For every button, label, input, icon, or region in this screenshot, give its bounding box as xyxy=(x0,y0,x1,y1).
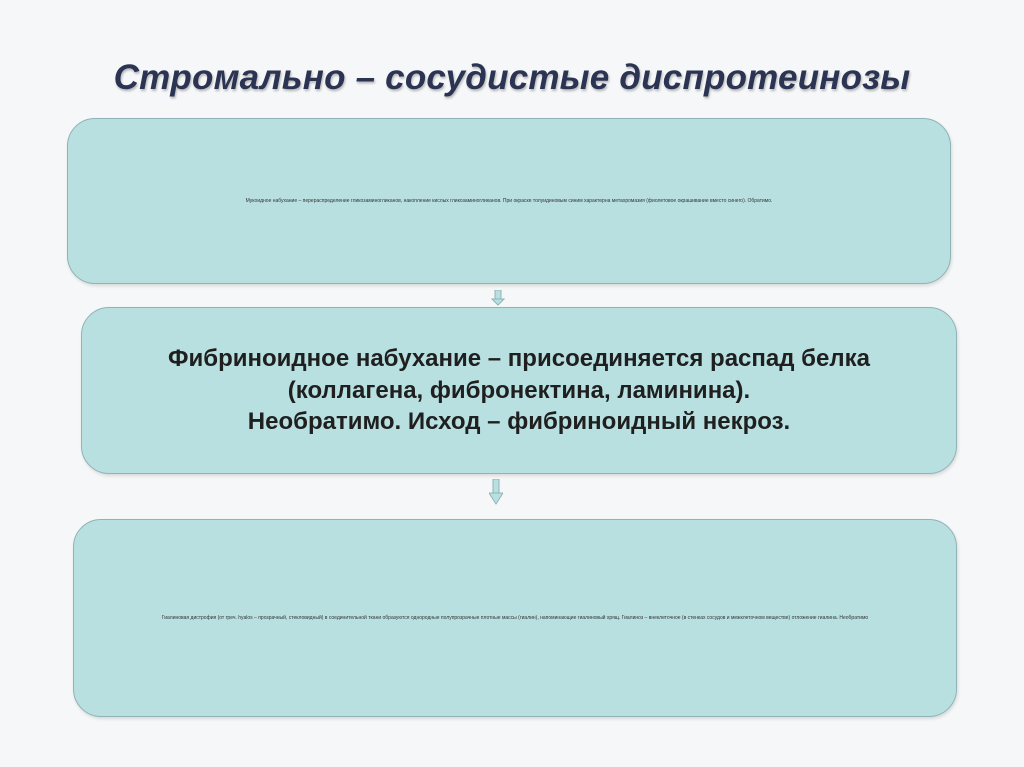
mucoid-swelling-box xyxy=(67,118,951,284)
fibrinoid-line-1: Фибриноидное набухание – присоединяется распад белка xyxy=(168,344,870,372)
mucoid-swelling-text: Мукоидное набухание – перераспределение гликозаминогликанов, накопление кислых гликозаминогликанов. При окраске толуидиновым синим характерна метахромазия (фиолетовое окрашивание вместо синего). Обратимо. xyxy=(245,197,773,204)
fibrinoid-line-3: Необратимо. Исход – фибриноидный некроз. xyxy=(247,408,791,436)
hyaline-dystrophy-box xyxy=(73,519,957,717)
fibrinoid-line-2: (коллагена, фибронектина, ламинина). xyxy=(287,376,751,404)
hyaline-dystrophy-text: Гиалиновая дистрофия (от греч. hyalos – прозрачный, стекловидный) в соединительной ткани образуются однородные полупрозрачные плотные массы (гиалин), напоминающие гиалиновый хрящ. Гиалиноз – внеклеточное (в стенках сосудов и межклеточном веществе) отложение гиалина. Необратимо xyxy=(161,614,869,621)
fibrinoid-swelling-text xyxy=(168,343,870,439)
slide-title: Стромально – сосудистые диспротеинозы xyxy=(113,58,911,97)
fibrinoid-swelling-box xyxy=(81,307,957,474)
down-arrow-icon xyxy=(489,479,503,505)
down-arrow-icon xyxy=(491,290,505,306)
